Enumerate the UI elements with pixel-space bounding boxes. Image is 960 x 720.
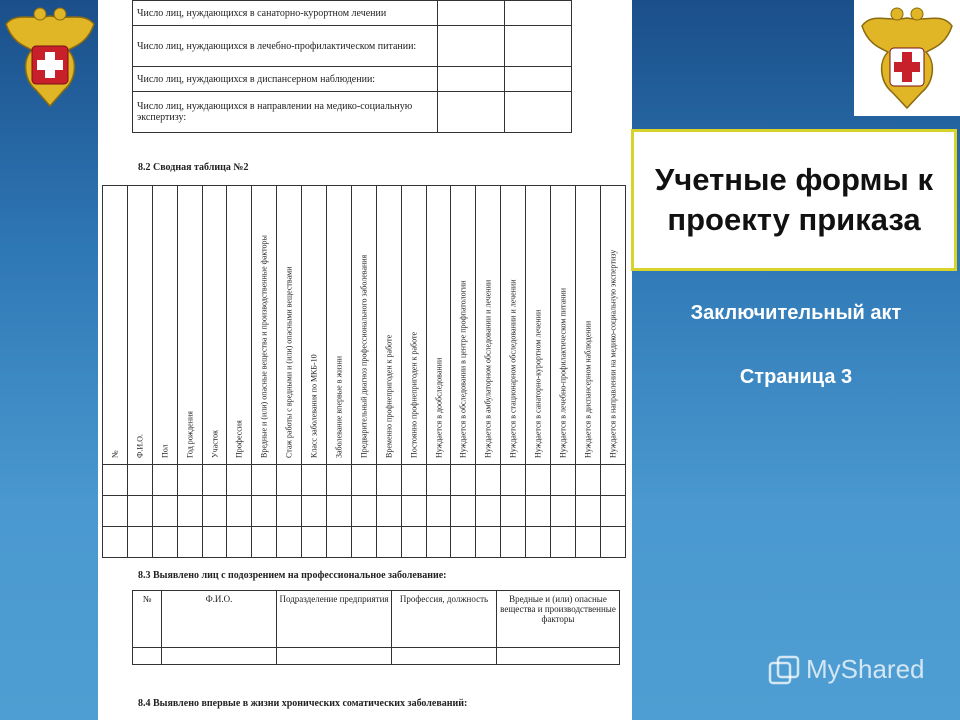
title-box [631,129,957,271]
col-header [202,186,227,465]
col-header [476,186,501,465]
col-header [127,186,152,465]
col-header [426,186,451,465]
col-header-label: Профессия [234,420,244,458]
slide-subtitle: Заключительный акт [690,302,902,324]
col-header-label: Нуждается в направлении на медико-социальную экспертизу [608,249,618,458]
col-header-label: Ф.И.О. [135,434,145,458]
col-header [227,186,252,465]
col-header [551,186,576,465]
col-header-label: Нуждается в лечебно-профилактическом питании [558,287,568,458]
table-row [103,496,626,527]
scanned-document [98,0,632,720]
col-header [501,186,526,465]
col-header-label: Заболевание впервые в жизни [334,355,344,458]
col-header [277,186,302,465]
col-header-label: Участок [210,429,219,458]
col-header [451,186,476,465]
col-header: Подразделение предприятия [277,591,392,648]
share-icon [768,655,802,685]
col-header [302,186,327,465]
section-8-2-heading: 8.2 Сводная таблица №2 [138,162,249,173]
col-header [103,186,128,465]
table-row [133,648,620,665]
col-header: № [133,591,162,648]
table-row [133,92,572,133]
col-header: Вредные и (или) опасные вещества и производственные факторы [497,591,620,648]
slide-title: Учетные формы к проекту приказа [654,162,934,237]
watermark-text: MyShared [806,654,925,684]
table-cell: Число лиц, нуждающихся в направлении на медико-социальную экспертизу: [133,92,438,133]
col-header-label: Временно профнепригоден к работе [384,334,394,458]
watermark [768,654,925,685]
table-row [133,26,572,67]
col-header [327,186,352,465]
table-cell: Число лиц, нуждающихся в диспансерном наблюдении: [133,67,438,92]
col-header-label: Стаж работы с вредными и (или) опасными веществами [284,266,294,458]
col-header-label: Пол [160,444,170,458]
col-header [600,186,625,465]
col-header-label: № [110,450,120,458]
col-header-label: Постоянно профнепригоден к работе [409,331,419,458]
col-header-label: Предварительный диагноз профессионального заболевания [359,254,369,458]
col-header-label: Нуждается в диспансерном наблюдении [583,320,593,458]
col-header-label: Нуждается в стационарном обследовании и лечении [508,279,518,458]
table-header-row [103,186,626,465]
col-header-label: Нуждается в амбулаторном обследовании и лечении [483,279,493,458]
col-header [152,186,177,465]
col-header [526,186,551,465]
section-8-4-heading: 8.4 Выявлено впервые в жизни хронических соматических заболеваний: [138,698,468,709]
emblem-right-icon [854,0,960,116]
suspected-disease-table [132,590,620,665]
summary-table-2 [102,185,626,558]
table-row [103,465,626,496]
col-header-label: Нуждается в обследовании в центре профпатологии [458,280,468,458]
col-header-label: Нуждается в санаторно-курортном лечении [533,309,543,458]
table-row [103,527,626,558]
col-header: Ф.И.О. [162,591,277,648]
section-8-3-heading: 8.3 Выявлено лиц с подозрением на профессиональное заболевание: [138,570,447,581]
table-cell: Число лиц, нуждающихся в санаторно-курортном лечении [133,1,438,26]
col-header [376,186,401,465]
col-header [401,186,426,465]
needs-table [132,0,572,133]
col-header-label: Вредные и (или) опасные вещества и производственные факторы [259,235,269,458]
col-header: Профессия, должность [392,591,497,648]
col-header [351,186,376,465]
col-header [177,186,202,465]
table-header-row [133,591,620,648]
col-header [252,186,277,465]
col-header-label: Нуждается в дообследовании [434,357,444,458]
table-cell: Число лиц, нуждающихся в лечебно-профилактическом питании: [133,26,438,67]
table-row [133,67,572,92]
page-label: Страница 3 [739,366,853,388]
table-row [133,1,572,26]
col-header [575,186,600,465]
emblem-left-icon [2,2,98,110]
col-header-label: Класс заболевания по МКБ-10 [309,354,319,458]
col-header-label: Год рождения [185,411,195,458]
